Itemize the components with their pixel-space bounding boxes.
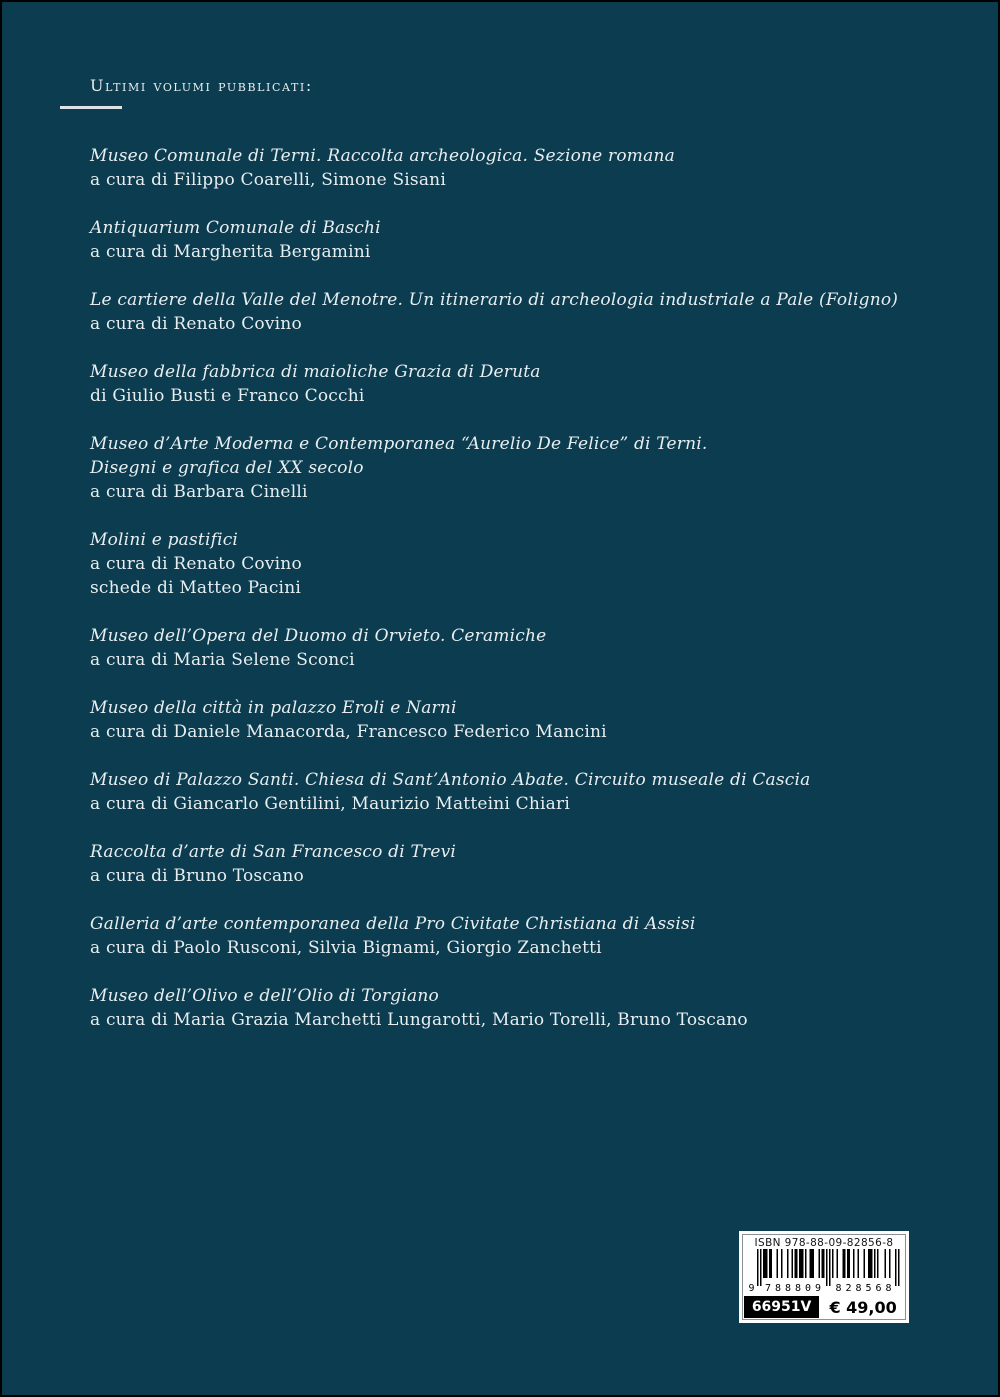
isbn-text: ISBN 978-88-09-82856-8: [754, 1237, 894, 1249]
label-bottom-strip: [743, 1296, 905, 1319]
volume-title: Antiquarium Comunale di Baschi: [90, 218, 381, 238]
volume-title: Museo di Palazzo Santi. Chiesa di Sant’Antonio Abate. Circuito museale di Cascia: [90, 770, 811, 790]
volume-title: Museo d’Arte Moderna e Contemporanea “Aurelio De Felice” di Terni.: [90, 434, 708, 454]
volume-authors: a cura di Filippo Coarelli, Simone Sisani: [90, 170, 446, 190]
volume-authors: a cura di Bruno Toscano: [90, 866, 304, 886]
volume-title: Museo della città in palazzo Eroli e Narni: [90, 698, 457, 718]
price-badge: € 49,00: [822, 1296, 904, 1318]
barcode-label: [739, 1231, 909, 1323]
volume-authors: a cura di Paolo Rusconi, Silvia Bignami, Giorgio Zanchetti: [90, 938, 602, 958]
volume-entry: [90, 144, 960, 192]
volumes-list: [90, 144, 960, 1056]
volume-title: Disegni e grafica del XX secolo: [90, 458, 364, 478]
volume-authors: a cura di Renato Covino: [90, 554, 302, 574]
barcode-label-inner: [742, 1234, 906, 1320]
volume-entry: [90, 840, 960, 888]
volume-title: Raccolta d’arte di San Francesco di Trevi: [90, 842, 457, 862]
svg-text:788809: 788809: [765, 1283, 821, 1292]
volume-authors: schede di Matteo Pacini: [90, 578, 301, 598]
section-title: Ultimi volumi pubblicati:: [90, 76, 313, 95]
volume-entry: [90, 288, 960, 336]
volume-authors: a cura di Maria Grazia Marchetti Lungarotti, Mario Torelli, Bruno Toscano: [90, 1010, 748, 1030]
volume-title: Museo della fabbrica di maioliche Grazia di Deruta: [90, 362, 541, 382]
volume-authors: a cura di Maria Selene Sconci: [90, 650, 355, 670]
volume-title: Museo dell’Olivo e dell’Olio di Torgiano: [90, 986, 439, 1006]
volume-entry: [90, 696, 960, 744]
volume-authors: a cura di Daniele Manacorda, Francesco Federico Mancini: [90, 722, 607, 742]
volume-authors: a cura di Renato Covino: [90, 314, 302, 334]
volume-title: Museo Comunale di Terni. Raccolta archeologica. Sezione romana: [90, 146, 675, 166]
divider-line: [60, 106, 122, 109]
volume-entry: [90, 432, 960, 504]
ean13-barcode-icon: [746, 1249, 902, 1292]
svg-text:9: 9: [748, 1283, 755, 1292]
volume-entry: [90, 624, 960, 672]
volume-title: Museo dell’Opera del Duomo di Orvieto. Ceramiche: [90, 626, 547, 646]
volume-entry: [90, 360, 960, 408]
volume-entry: [90, 984, 960, 1032]
svg-text:828568: 828568: [835, 1283, 892, 1292]
volume-title: Molini e pastifici: [90, 530, 239, 550]
volume-title: Le cartiere della Valle del Menotre. Un itinerario di archeologia industriale a Pale (Foligno): [90, 290, 899, 310]
volume-authors: a cura di Margherita Bergamini: [90, 242, 371, 262]
volume-entry: [90, 528, 960, 600]
volume-authors: a cura di Barbara Cinelli: [90, 482, 308, 502]
volume-entry: [90, 912, 960, 960]
volume-entry: [90, 216, 960, 264]
publisher-code-badge: 66951V: [744, 1296, 819, 1318]
volume-authors: di Giulio Busti e Franco Cocchi: [90, 386, 365, 406]
volume-entry: [90, 768, 960, 816]
volume-title: Galleria d’arte contemporanea della Pro Civitate Christiana di Assisi: [90, 914, 696, 934]
volume-authors: a cura di Giancarlo Gentilini, Maurizio Matteini Chiari: [90, 794, 570, 814]
